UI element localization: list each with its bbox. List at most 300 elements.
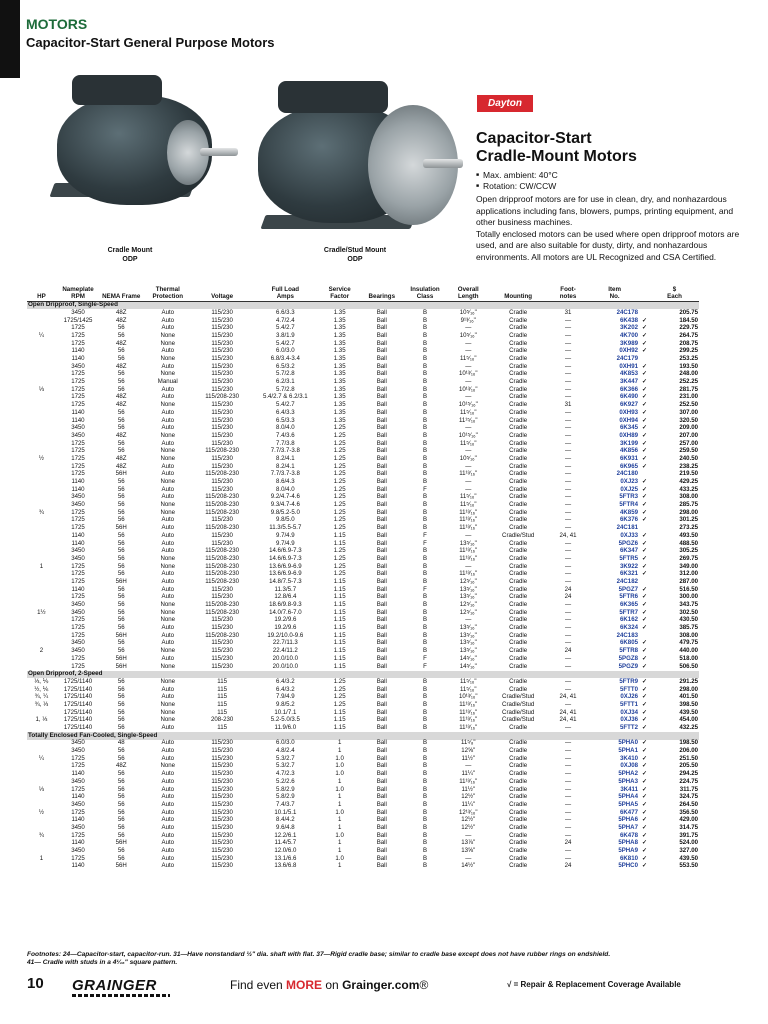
cell-item-number[interactable]: 5FTT1: [620, 700, 638, 708]
cell-thermal: None: [160, 401, 176, 409]
cell-coverage-check: ✓: [641, 754, 648, 762]
cell-rpm: 1725: [71, 470, 85, 478]
cell-item-number[interactable]: 6K490: [620, 393, 638, 401]
cell-footnotes: —: [564, 747, 572, 755]
cell-item-number[interactable]: 0XH92: [619, 347, 638, 355]
cell-voltage: 115/230: [211, 854, 233, 862]
cell-rpm: 1725: [71, 762, 85, 770]
cell-service-factor: 1.15: [333, 624, 346, 632]
cell-hp: [27, 356, 56, 364]
cell-footnotes: —: [564, 800, 572, 808]
cell-item-number[interactable]: 6K347: [620, 547, 638, 555]
cell-item-number[interactable]: 6K810: [620, 854, 638, 862]
cell-item-number[interactable]: 3K411: [620, 785, 638, 793]
cell-item-number[interactable]: 5FTR5: [619, 554, 638, 562]
table-row: [27, 632, 699, 640]
cell-rpm: 1140: [71, 539, 85, 547]
cell-item-number[interactable]: 0XJ34: [620, 708, 638, 716]
cell-coverage-check: ✓: [641, 685, 648, 693]
table-header-row: [27, 287, 699, 302]
cell-amps: 22.7/11.3: [272, 639, 298, 647]
cell-coverage-check: ✓: [641, 439, 648, 447]
cell-service-factor: 1.35: [333, 339, 346, 347]
cell-mounting: Cradle: [509, 854, 528, 862]
cell-amps: 9.2/4.7-4.6: [270, 493, 300, 501]
cell-item-number[interactable]: 6K162: [620, 616, 638, 624]
cell-thermal: Auto: [161, 308, 175, 316]
cell-insulation: B: [422, 401, 428, 409]
cell-item-number[interactable]: 5PGZ7: [618, 585, 638, 593]
table-row: [27, 540, 699, 548]
cell-service-factor: 1.35: [333, 316, 346, 324]
cell-service-factor: 1.15: [333, 593, 346, 601]
cell-service-factor: 1: [337, 793, 342, 801]
cell-amps: 6.6/3.3: [276, 308, 295, 316]
cell-price: 205.75: [679, 308, 698, 316]
cell-length: 13⁵⁄₁₆": [459, 631, 477, 639]
cell-rpm: 1725: [71, 370, 85, 378]
cell-item-number[interactable]: 5FTR8: [619, 647, 638, 655]
cell-item-number[interactable]: 6K477: [620, 808, 638, 816]
cell-item-number[interactable]: 5FTR3: [619, 493, 638, 501]
cell-footnotes: —: [564, 408, 572, 416]
cell-thermal: Auto: [161, 747, 175, 755]
cell-coverage-check: ✓: [641, 647, 648, 655]
cell-item-number[interactable]: 5PHA2: [618, 770, 638, 778]
cell-mounting: Cradle: [509, 754, 528, 762]
cell-coverage-check: ✓: [641, 508, 648, 516]
cell-hp: ⅓, ⅑: [34, 677, 49, 685]
cell-frame: 56: [117, 416, 125, 424]
cell-item-number[interactable]: 6K478: [620, 831, 638, 839]
cell-rpm: 1725: [71, 385, 85, 393]
cell-rpm: 3450: [71, 747, 85, 755]
cell-rpm: 1725/1140: [63, 700, 93, 708]
cell-frame: 56: [117, 700, 125, 708]
cell-length: —: [465, 762, 472, 770]
cell-item-number[interactable]: 0XJ25: [620, 485, 638, 493]
col-item: Item No.: [590, 287, 639, 302]
cell-insulation: B: [422, 677, 428, 685]
table-row: [27, 325, 699, 333]
cell-item-number[interactable]: 6K321: [620, 570, 638, 578]
cell-mounting: Cradle: [509, 762, 528, 770]
cell-amps: 5.3/2.7: [276, 762, 295, 770]
cell-item-number[interactable]: 24C182: [616, 577, 638, 585]
cell-service-factor: 1.15: [333, 631, 346, 639]
cell-thermal: None: [160, 647, 176, 655]
cell-price: 198.50: [679, 739, 698, 747]
cell-hp: [27, 625, 56, 633]
cell-item-number[interactable]: 5FTT0: [620, 685, 638, 693]
cell-service-factor: 1.15: [333, 616, 346, 624]
cell-mounting: Cradle: [509, 370, 528, 378]
cell-service-factor: 1.15: [333, 716, 346, 724]
cell-item-number[interactable]: 4K856: [620, 447, 638, 455]
cell-insulation: B: [422, 447, 428, 455]
cell-item-number[interactable]: 6K965: [620, 462, 638, 470]
cell-bearings: Ball: [376, 800, 387, 808]
table-row: [27, 694, 699, 702]
cell-amps: 6.0/3.0: [276, 739, 295, 747]
cell-hp: ⅓: [38, 385, 44, 393]
cell-mounting: Cradle: [509, 308, 528, 316]
table-row: [27, 786, 699, 794]
cell-coverage-check: ✓: [641, 839, 648, 847]
cell-item-number[interactable]: 5PHA3: [618, 777, 638, 785]
table-row: [27, 648, 699, 656]
cell-frame: 56H: [115, 470, 127, 478]
cell-length: —: [465, 616, 472, 624]
cell-service-factor: 1.25: [333, 516, 346, 524]
cell-footnotes: 24, 41: [559, 708, 577, 716]
cell-bearings: Ball: [376, 454, 387, 462]
cell-price: 324.75: [679, 793, 698, 801]
cell-footnotes: 24, 41: [559, 716, 577, 724]
cell-footnotes: —: [564, 355, 572, 363]
cell-footnotes: —: [564, 754, 572, 762]
cell-length: 9¹³⁄₁₆": [460, 316, 476, 324]
cell-footnotes: —: [564, 624, 572, 632]
cell-item-number[interactable]: 0XJ33: [620, 531, 638, 539]
cell-insulation: B: [422, 608, 428, 616]
cell-length: —: [465, 362, 472, 370]
cell-length: —: [465, 562, 472, 570]
cell-item-number[interactable]: 5FTR9: [619, 677, 638, 685]
cell-mounting: Cradle: [509, 739, 528, 747]
cell-voltage: 115: [217, 685, 227, 693]
cell-item-number[interactable]: 6K324: [620, 624, 638, 632]
cell-coverage-check: ✓: [641, 808, 648, 816]
table-row: [27, 755, 699, 763]
cell-amps: 4.7/2.4: [276, 316, 295, 324]
col-price: $ Each: [650, 287, 699, 302]
cell-item-number[interactable]: 5PHC0: [618, 862, 638, 870]
cell-frame: 56: [117, 624, 125, 632]
cell-item-number[interactable]: 5PHA8: [618, 839, 638, 847]
cell-item-number[interactable]: 5PHA4: [618, 793, 638, 801]
cell-voltage: 115/230: [211, 847, 233, 855]
col-footnotes: Foot- notes: [546, 287, 590, 302]
cell-item-number[interactable]: 24C183: [616, 631, 638, 639]
cell-bearings: Ball: [376, 862, 387, 870]
cell-thermal: None: [160, 501, 176, 509]
table-row: [27, 463, 699, 471]
cell-hp: [27, 586, 56, 594]
col-mounting: Mounting: [490, 287, 545, 302]
cell-item-number[interactable]: 3K202: [620, 324, 638, 332]
cell-mounting: Cradle: [509, 647, 528, 655]
cell-mounting: Cradle: [509, 677, 528, 685]
cell-service-factor: 1: [337, 777, 342, 785]
cell-amps: 11.4/5.7: [274, 839, 297, 847]
cell-frame: 56: [117, 770, 125, 778]
cell-price: 259.50: [679, 447, 698, 455]
cell-item-number[interactable]: 3K447: [620, 378, 638, 386]
cell-service-factor: 1.35: [333, 378, 346, 386]
cell-item-number[interactable]: 5PHA0: [618, 739, 638, 747]
cell-item-number[interactable]: 6K365: [620, 601, 638, 609]
cell-frame: 56: [117, 493, 125, 501]
cell-insulation: B: [422, 347, 428, 355]
cell-frame: 56: [117, 601, 125, 609]
cell-hp: [27, 317, 56, 325]
cell-insulation: B: [422, 570, 428, 578]
table-row: [27, 309, 699, 317]
cell-hp: [27, 363, 56, 371]
cell-rpm: 1140: [71, 416, 85, 424]
cell-amps: 9.8/5.2-5.0: [270, 508, 300, 516]
cell-item-number[interactable]: 5FTR6: [619, 593, 638, 601]
cell-length: 11½": [461, 785, 476, 793]
cell-item-number[interactable]: 0XJ23: [620, 478, 638, 486]
cell-rpm: 3450: [71, 431, 85, 439]
cell-item-number[interactable]: 0XH91: [619, 362, 638, 370]
cell-frame: 56H: [115, 577, 127, 585]
spec-list: [476, 170, 558, 192]
cell-voltage: 115/230: [211, 839, 233, 847]
cell-service-factor: 1: [337, 862, 342, 870]
table-row: [27, 440, 699, 448]
cell-mounting: Cradle: [509, 493, 528, 501]
cell-thermal: Auto: [161, 516, 175, 524]
cell-frame: 48Z: [115, 454, 127, 462]
cell-rpm: 1725: [71, 524, 85, 532]
cell-rpm: 1725: [71, 439, 85, 447]
cell-rpm: 1725: [71, 324, 85, 332]
cell-item-number[interactable]: 6K931: [620, 454, 638, 462]
cell-voltage: 115/230: [211, 639, 233, 647]
cell-hp: [27, 632, 56, 640]
cell-item-number[interactable]: 0XJ08: [620, 762, 638, 770]
cell-frame: 56: [117, 777, 125, 785]
cell-thermal: Auto: [161, 654, 175, 662]
cell-bearings: Ball: [376, 393, 387, 401]
cell-item-number[interactable]: 5PGZ6: [618, 539, 638, 547]
cell-bearings: Ball: [376, 831, 387, 839]
cell-item-number[interactable]: 0XH89: [619, 431, 638, 439]
cell-item-number[interactable]: 24C180: [616, 470, 638, 478]
col-thermal: Thermal Protection: [142, 287, 193, 302]
cell-coverage-check: ✓: [641, 593, 648, 601]
cell-service-factor: 1.35: [333, 401, 346, 409]
cell-price: 356.50: [679, 808, 698, 816]
table-row: [27, 394, 699, 402]
cell-length: 11¹³⁄₁₆": [459, 570, 478, 578]
cell-item-number[interactable]: 3K410: [620, 754, 638, 762]
cell-item-number[interactable]: 6K366: [620, 385, 638, 393]
cell-item-number[interactable]: 5PHA9: [618, 847, 638, 855]
cell-coverage-check: ✓: [641, 562, 648, 570]
table-row: [27, 655, 699, 663]
cell-item-number[interactable]: 5FTR4: [619, 501, 638, 509]
cell-frame: 56: [117, 324, 125, 332]
cell-item-number[interactable]: 3K199: [620, 439, 638, 447]
cell-service-factor: 1.15: [333, 708, 346, 716]
cell-bearings: Ball: [376, 793, 387, 801]
cell-item-number[interactable]: 0XJ36: [620, 716, 638, 724]
cell-amps: 6.4/3.2: [276, 677, 295, 685]
cell-item-number[interactable]: 6K805: [620, 639, 638, 647]
cell-item-number[interactable]: 0XH93: [619, 408, 638, 416]
cell-hp: 2: [39, 647, 44, 655]
grainger-link[interactable]: Grainger.com: [342, 978, 420, 992]
cell-amps: 9.7/4.9: [276, 539, 295, 547]
cell-item-number[interactable]: 5PHA1: [618, 747, 638, 755]
cell-footnotes: —: [564, 454, 572, 462]
cell-price: 312.00: [679, 570, 698, 578]
cell-amps: 5.2/2.6: [276, 777, 295, 785]
cell-footnotes: —: [564, 385, 572, 393]
product-description: Open dripproof motors are for use in clean, dry, and nonhazardous applications including fans, blowers, pumps, printing equipment, and other business machines. Totally enclosed motors can be used where open dripproof motors are used, and are also suitable for dusty, dirty, and nonhazardous environments. All motors are UL Recognized and CSA Certified.: [476, 194, 740, 262]
cell-item-number[interactable]: 4K700: [620, 331, 638, 339]
cell-bearings: Ball: [376, 478, 387, 486]
cell-amps: 11.3/5.7: [274, 585, 297, 593]
cell-mounting: Cradle: [509, 470, 528, 478]
table-row: [27, 532, 699, 540]
cell-voltage: 115: [217, 708, 227, 716]
cell-item-number[interactable]: 5PHA5: [618, 800, 638, 808]
cell-price: 493.50: [679, 531, 698, 539]
cell-length: 11⁵⁄₁₆": [459, 685, 477, 693]
cell-service-factor: 1: [337, 747, 342, 755]
cell-insulation: B: [422, 508, 428, 516]
cell-frame: 48Z: [115, 401, 127, 409]
cell-mounting: Cradle: [509, 431, 528, 439]
cell-price: 429.25: [679, 478, 698, 486]
cell-footnotes: —: [564, 508, 572, 516]
cell-voltage: 115/208-230: [205, 547, 240, 555]
cell-length: —: [465, 393, 472, 401]
cell-rpm: 1140: [71, 347, 85, 355]
spec-item: ■ Max. ambient: 40°C: [476, 170, 558, 181]
cell-mounting: Cradle: [509, 439, 528, 447]
cell-item-number[interactable]: 5PHA7: [618, 823, 638, 831]
cell-mounting: Cradle: [509, 324, 528, 332]
cell-rpm: 1725: [71, 401, 85, 409]
cell-hp: [27, 494, 56, 502]
cell-item-number[interactable]: 24C179: [616, 355, 638, 363]
cell-item-number[interactable]: 0XJ26: [620, 693, 638, 701]
cell-frame: 48Z: [115, 762, 127, 770]
cell-mounting: Cradle: [509, 516, 528, 524]
cell-service-factor: 1: [337, 847, 342, 855]
cell-frame: 56H: [115, 862, 127, 870]
cell-item-number[interactable]: 6K927: [620, 401, 638, 409]
cell-mounting: Cradle/Stud: [502, 693, 535, 701]
cell-service-factor: 1.25: [333, 439, 346, 447]
cell-item-number[interactable]: 6K376: [620, 516, 638, 524]
cell-bearings: Ball: [376, 331, 387, 339]
cell-insulation: B: [422, 693, 428, 701]
cell-hp: [27, 409, 56, 417]
cell-item-number[interactable]: 24C178: [616, 308, 638, 316]
table-row: [27, 509, 699, 517]
cell-price: 238.25: [679, 462, 698, 470]
cell-rpm: 1140: [71, 485, 85, 493]
cell-coverage-check: ✓: [641, 739, 648, 747]
cell-mounting: Cradle: [509, 355, 528, 363]
cell-item-number[interactable]: 3K922: [620, 562, 638, 570]
cell-item-number[interactable]: 5FTT2: [620, 724, 638, 732]
cell-rpm: 3450: [71, 547, 85, 555]
cell-service-factor: 1.0: [335, 831, 344, 839]
cell-frame: 56H: [115, 654, 127, 662]
cell-insulation: B: [422, 308, 428, 316]
cell-item-number[interactable]: 3K989: [620, 339, 638, 347]
cell-voltage: 115/230: [211, 793, 233, 801]
cell-thermal: Auto: [161, 816, 175, 824]
cell-insulation: B: [422, 762, 428, 770]
cell-item-number[interactable]: 5FTR7: [619, 608, 638, 616]
section-header: Open Dripproof, 2-Speed: [27, 671, 699, 679]
cell-thermal: Auto: [161, 547, 175, 555]
cell-thermal: None: [160, 331, 176, 339]
cell-item-number[interactable]: 6K438: [620, 316, 638, 324]
cell-mounting: Cradle: [509, 454, 528, 462]
cell-footnotes: —: [564, 370, 572, 378]
cell-hp: ¾, ¼: [34, 693, 49, 701]
col-check: [639, 287, 650, 302]
cell-item-number[interactable]: 0XH94: [619, 416, 638, 424]
cell-price: 209.00: [679, 424, 698, 432]
cell-rpm: 1725: [71, 754, 85, 762]
cell-length: 11¹³⁄₁₆": [459, 777, 478, 785]
cell-mounting: Cradle: [509, 378, 528, 386]
cell-rpm: 1725: [71, 570, 85, 578]
cell-length: 12½": [461, 816, 476, 824]
cell-voltage: 115/208-230: [205, 447, 240, 455]
cell-item-number[interactable]: 4K853: [620, 370, 638, 378]
cell-footnotes: —: [564, 777, 572, 785]
cell-footnotes: —: [564, 485, 572, 493]
cell-length: 11¼": [461, 800, 476, 808]
cell-bearings: Ball: [376, 324, 387, 332]
cell-voltage: 115/230: [211, 823, 233, 831]
cell-insulation: B: [422, 624, 428, 632]
cell-length: 11½": [461, 754, 476, 762]
cell-insulation: B: [422, 793, 428, 801]
cell-price: 349.00: [679, 562, 698, 570]
cell-service-factor: 1.35: [333, 347, 346, 355]
cell-coverage-check: ✓: [641, 501, 648, 509]
cell-frame: 56: [117, 508, 125, 516]
cell-item-number[interactable]: 5PHA6: [618, 816, 638, 824]
cell-rpm: 3450: [71, 308, 85, 316]
cell-frame: 56: [117, 478, 125, 486]
cell-bearings: Ball: [376, 739, 387, 747]
cell-item-number[interactable]: 6K345: [620, 424, 638, 432]
cell-item-number[interactable]: 5PGZ9: [618, 662, 638, 670]
cell-rpm: 1725: [71, 854, 85, 862]
cell-item-number[interactable]: 24C181: [616, 524, 638, 532]
col-length: Overall Length: [446, 287, 490, 302]
cell-footnotes: —: [564, 439, 572, 447]
cell-length: 13⁵⁄₁₆": [459, 593, 477, 601]
cell-length: 11¹³⁄₁₆": [459, 470, 478, 478]
cell-item-number[interactable]: 4K859: [620, 508, 638, 516]
cell-voltage: 115/230: [211, 308, 233, 316]
cell-price: 251.50: [679, 754, 698, 762]
cell-rpm: 3450: [71, 739, 85, 747]
cell-mounting: Cradle: [509, 639, 528, 647]
cell-voltage: 115/230: [211, 831, 233, 839]
cell-hp: ½: [38, 808, 44, 816]
cell-length: —: [465, 447, 472, 455]
cell-item-number[interactable]: 5PGZ8: [618, 654, 638, 662]
cell-footnotes: —: [564, 524, 572, 532]
cell-length: —: [465, 339, 472, 347]
